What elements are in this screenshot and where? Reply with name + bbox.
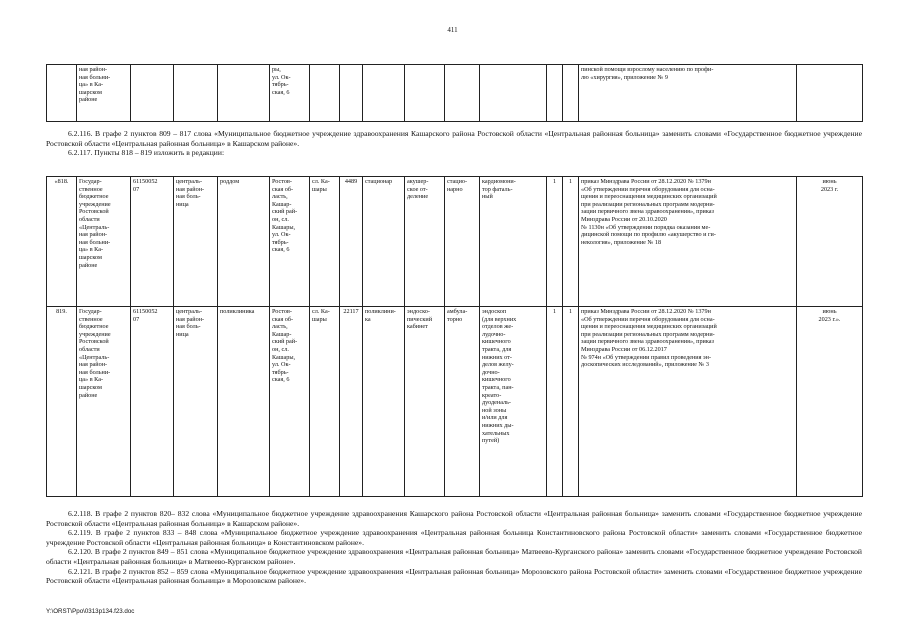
table-row	[47, 307, 863, 497]
order-reference: приказ Минздрава России от 28.12.2020 № 1379н «Об утверждении перечня оборудования для осна- щения и переоснащения медицинских организаций при реализации региональных программ модерни- зации первичного звена здравоохранения», приказ Минздрава России от 06.12.2017 № 974н «Об утверждении правил проведения эн- доскопических исследований», приложение № 3	[579, 307, 797, 497]
paragraph-6-2-121: 6.2.121. В графе 2 пунктов 852 – 859 слова «Муниципальное бюджетное учреждение здравоохранения «Центральная районная больница» Морозовского района Ростовской области» заменить словами «Государственное бюджетное учреждение Ростовской области «Центральная районная больница» в Морозовском районе».	[46, 566, 862, 586]
address: Ростов- ская об- ласть, Кашар- ский рай- он, сл. Кашары, ул. Ок- тябрь- ская, 6	[270, 307, 310, 497]
care-type: стационар	[363, 177, 405, 307]
quantity-2: 1	[563, 177, 579, 307]
equipment: кардиомони- тор фаталь- ный	[480, 177, 547, 307]
division: централь- ная район- ная боль- ница	[174, 177, 218, 307]
org-code: 61150052 07	[131, 177, 174, 307]
locality: сл. Ка- шары	[310, 307, 340, 497]
quantity-2: 1	[563, 307, 579, 497]
department: акушер- ское от- деление	[405, 177, 445, 307]
paragraph-6-2-118: 6.2.118. В графе 2 пунктов 820– 832 слова «Муниципальное бюджетное учреждение здравоохранения Кашарского района Ростовской области «Центральная районная больница» заменить словами «Государственное бюджетное учреждение Ростовской области «Центральная районная больница» в Кашарском районе».	[46, 509, 862, 528]
condition: стацио- нарно	[445, 177, 480, 307]
equipment: эндоскоп (для верхних отделов же- лудочно- кишечного тракта, для нижних от- делов желу- дочно- кишечного тракта, пан- креато- дуоденаль- ной зоны и/или для нижних ды- хательных путей)	[480, 307, 547, 497]
row-number: «818.	[47, 177, 77, 307]
address: Ростов- ская об- ласть, Кашар- ский рай- он, сл. Кашары, ул. Ок- тябрь- ская, 6	[270, 177, 310, 307]
table-row	[47, 177, 863, 307]
paragraph-6-2-117: 6.2.117. Пункты 818 – 819 изложить в редакции:	[68, 148, 225, 158]
fragment-order-cell: пинской помощи взрослому населению по профи- лю «хирургия», приложение № 9	[579, 65, 797, 122]
department: эндоско- пический кабинет	[405, 307, 445, 497]
condition: амбула- торно	[445, 307, 480, 497]
paragraph-6-2-120: 6.2.120. В графе 2 пунктов 849 – 851 слова «Муниципальное бюджетное учреждение здравоохранения «Центральная районная больница» Матвеево-Курганского района» заменить словами «Государственное бюджетное учреждение Ростовской области «Центральная районная больница» в Матвеево-Курганском районе».	[46, 547, 862, 566]
order-reference: приказ Минздрава России от 28.12.2020 № 1379н «Об утверждении перечня оборудования для осна- щения и переоснащения медицинских организаций при реализации региональных программ модерни- зации первичного звена здравоохранения», приказ Минздрава России от 20.10.2020 № 1130н «Об утверждении порядка оказания ме- дицинской помощи по профилю «акушерство и ги- некология», приложение № 18	[579, 177, 797, 307]
fragment-org-cell: ная район- ная больни- ца» в Ка- шарском районе	[77, 65, 131, 122]
fragment-address-cell: ры, ул. Ок- тябрь- ская, 6	[270, 65, 310, 122]
paragraphs-top	[46, 129, 862, 158]
quantity-1: 1	[547, 307, 563, 497]
unit: поликлиника	[218, 307, 270, 497]
paragraphs-bottom	[46, 509, 862, 586]
locality-code: 4489	[340, 177, 363, 307]
deadline: июнь 2023 г.	[797, 177, 863, 307]
org-code: 61150052 07	[131, 307, 174, 497]
division: централь- ная район- ная боль- ница	[174, 307, 218, 497]
unit: роддом	[218, 177, 270, 307]
org-name: Государ- ственное бюджетное учреждение Ростовской области «Централь- ная район- ная больни- ца» в Ка- шарском районе	[77, 307, 131, 497]
deadline: июнь 2023 г.».	[797, 307, 863, 497]
page-number: 411	[447, 26, 458, 34]
row-number: 819.	[47, 307, 77, 497]
care-type: поликлини- ка	[363, 307, 405, 497]
quantity-1: 1	[547, 177, 563, 307]
table-fragment-top	[46, 64, 863, 122]
paragraph-6-2-116: 6.2.116. В графе 2 пунктов 809 – 817 слова «Муниципальное бюджетное учреждение здравоохранения Кашарского района Ростовской области «Центральная районная больница» заменить словами «Государственное бюджетное учреждение Ростовской области «Центральная районная больница» в Кашарском районе».	[46, 129, 862, 148]
file-path-footer: Y:\ORST\Ppo\0313p134.f23.doc	[46, 608, 135, 615]
paragraph-6-2-119: 6.2.119. В графе 2 пунктов 833 – 848 слова «Муниципальное бюджетное учреждение здравоохранения «Центральная районная больница Константиновского района Ростовской области» заменить словами «Государственное бюджетное учреждение Ростовской области «Центральная районная больница» в Константиновском районе».	[46, 528, 862, 547]
main-table	[46, 176, 863, 497]
org-name: Государ- ственное бюджетное учреждение Ростовской области «Централь- ная район- ная больни- ца» в Ка- шарском районе	[77, 177, 131, 307]
locality: сл. Ка- шары	[310, 177, 340, 307]
locality-code: 22117	[340, 307, 363, 497]
